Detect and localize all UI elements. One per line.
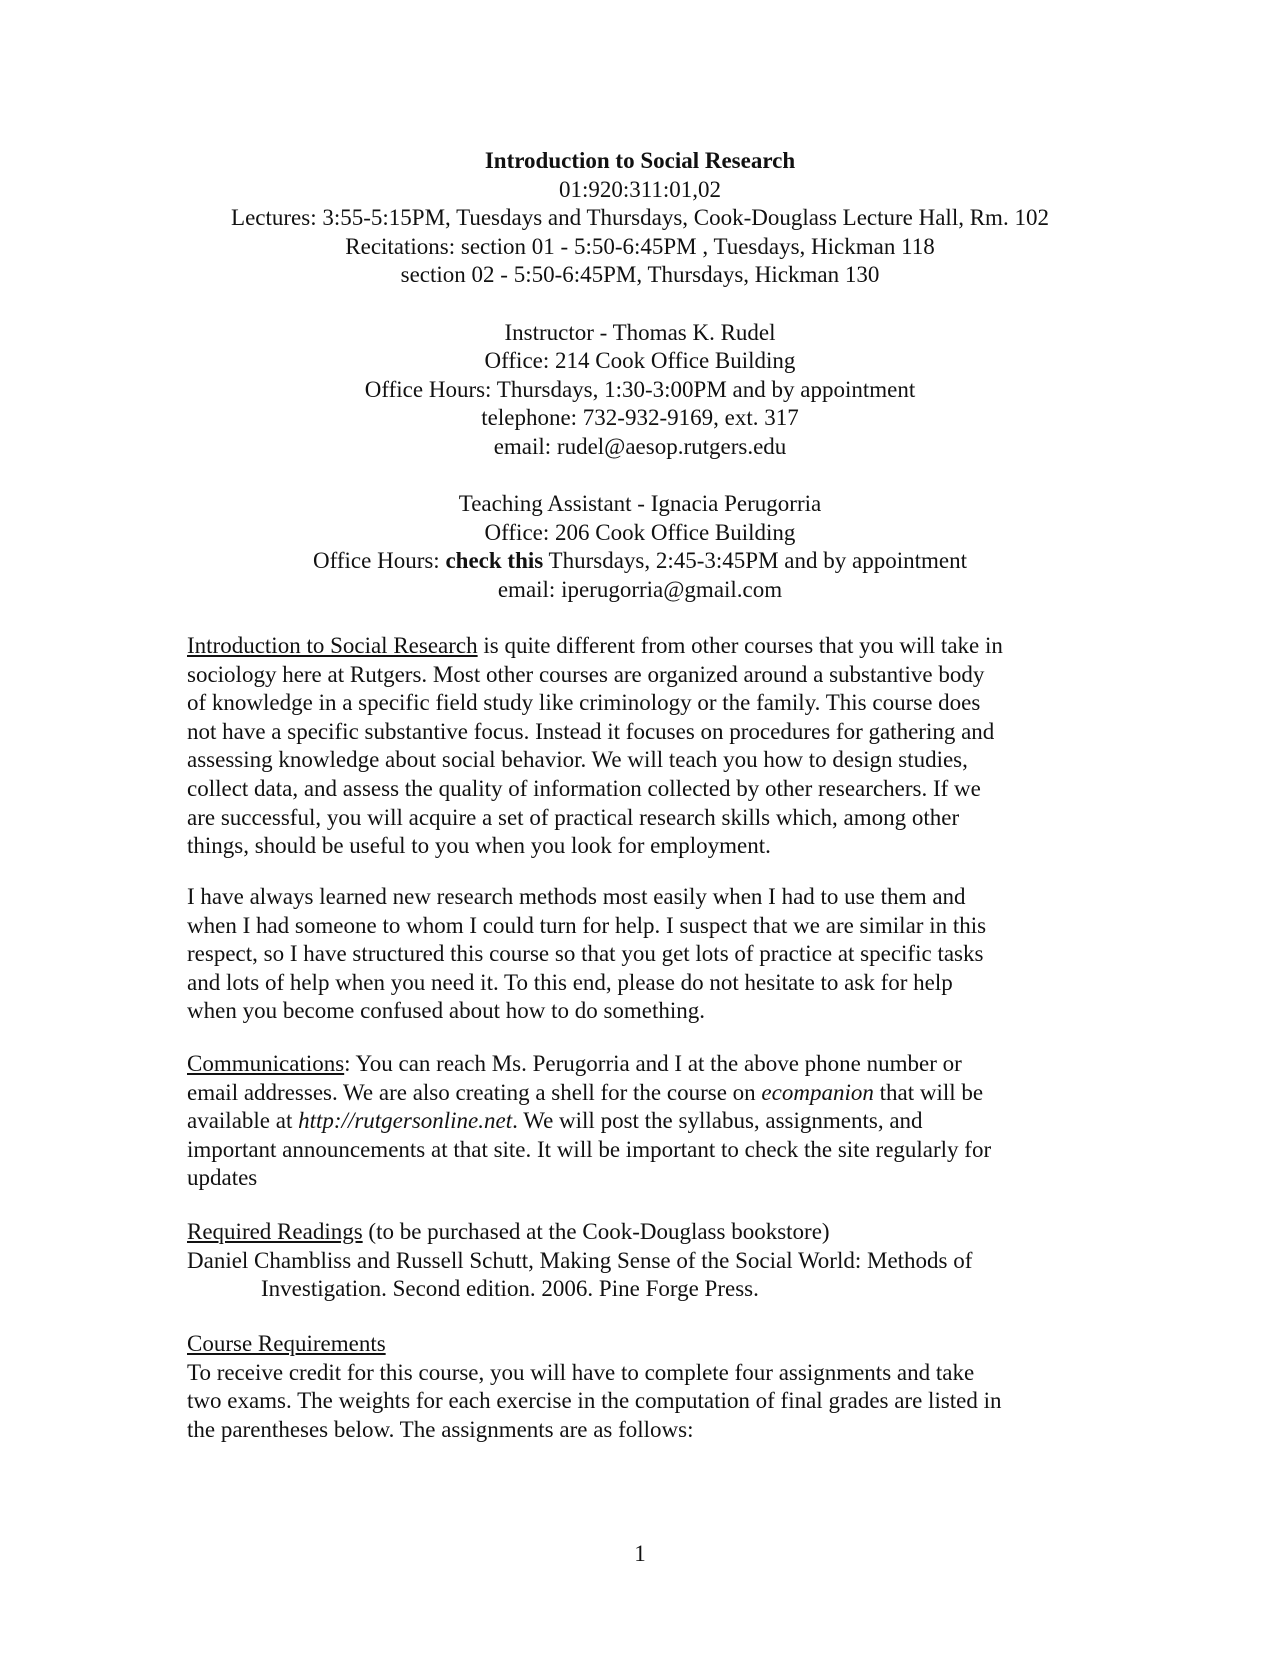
readings-heading: Required Readings — [187, 1219, 363, 1244]
intro-line: not have a specific substantive focus. Instead it focuses on procedures for gathering and — [187, 718, 995, 744]
course-code: 01:920:311:01,02 — [558, 176, 722, 202]
ecompanion-text: ecompanion — [761, 1079, 874, 1105]
communications-line: . We will post the syllabus, assignments, and — [512, 1108, 923, 1134]
communications-heading: Communications — [187, 1051, 345, 1076]
learning-line: and lots of help when you need it. To this end, please do not hesitate to ask for help — [187, 969, 953, 995]
intro-line: collect data, and assess the quality of information collected by other researchers. If we — [187, 775, 981, 801]
learning-paragraph — [187, 883, 1087, 1026]
learning-line: when I had someone to whom I could turn for help. I suspect that we are similar in this — [187, 912, 987, 938]
ta-office: Office: 206 Cook Office Building — [484, 519, 796, 545]
readings-note: (to be purchased at the Cook-Douglass bookstore) — [362, 1219, 830, 1244]
requirements-heading: Course Requirements — [187, 1331, 386, 1356]
course-site-link[interactable]: http://rutgersonline.net — [298, 1108, 513, 1134]
section-2-schedule: section 02 - 5:50-6:45PM, Thursdays, Hickman 130 — [400, 262, 880, 288]
ta-name: Teaching Assistant - Ignacia Perugorria — [458, 491, 822, 517]
intro-line: assessing knowledge about social behavior. We will teach you how to design studies, — [187, 747, 968, 773]
ta-hours-time: Thursdays, 2:45-3:45PM and by appointment — [543, 548, 967, 574]
intro-line: are successful, you will acquire a set of practical research skills which, among other — [187, 804, 960, 830]
communications-line: available at — [187, 1108, 299, 1134]
instructor-name: Instructor - Thomas K. Rudel — [504, 319, 776, 345]
communications-line: email addresses. We are also creating a shell for the course on — [187, 1079, 762, 1105]
learning-line: when you become confused about how to do something. — [187, 998, 706, 1024]
instructor-email: email: rudel@aesop.rutgers.edu — [493, 433, 787, 459]
requirements-line: two exams. The weights for each exercise in the computation of final grades are listed in — [187, 1388, 1002, 1414]
instructor-office: Office: 214 Cook Office Building — [484, 348, 796, 374]
book-citation-cont: Investigation. Second edition. 2006. Pine Forge Press. — [261, 1276, 759, 1302]
ta-email: email: iperugorria@gmail.com — [497, 576, 783, 602]
page-number: 1 — [634, 1541, 646, 1566]
course-title: Introduction to Social Research — [484, 148, 796, 173]
course-name-underlined: Introduction to Social Research — [187, 633, 478, 658]
ta-hours-note: check this — [445, 548, 544, 574]
recitation-schedule: Recitations: section 01 - 5:50-6:45PM , Tuesdays, Hickman 118 — [345, 233, 935, 259]
instructor-hours: Office Hours: Thursdays, 1:30-3:00PM and by appointment — [364, 376, 916, 402]
learning-line: respect, so I have structured this course so that you get lots of practice at specific tasks — [187, 941, 984, 967]
intro-line: things, should be useful to you when you look for employment. — [187, 833, 771, 859]
ta-hours — [0, 547, 1280, 576]
ta-hours-label: Office Hours: — [313, 548, 446, 574]
learning-line: I have always learned new research methods most easily when I had to use them and — [187, 884, 966, 909]
communications-line: important announcements at that site. It will be important to check the site regularly for — [187, 1136, 992, 1162]
book-citation: Daniel Chambliss and Russell Schutt, Making Sense of the Social World: Methods of — [187, 1247, 973, 1273]
intro-line: is quite different from other courses that you will take in — [477, 633, 1003, 658]
lecture-schedule: Lectures: 3:55-5:15PM, Tuesdays and Thursdays, Cook-Douglass Lecture Hall, Rm. 102 — [231, 205, 1049, 231]
communications-line: that will be — [873, 1079, 984, 1105]
readings-section — [187, 1218, 1087, 1304]
requirements-line: the parentheses below. The assignments are as follows: — [187, 1416, 694, 1442]
intro-line: sociology here at Rutgers. Most other courses are organized around a substantive body — [187, 661, 985, 687]
requirements-section — [187, 1330, 1087, 1444]
communications-line: : You can reach Ms. Perugorria and I at the above phone number or — [344, 1051, 962, 1076]
intro-line: of knowledge in a specific field study like criminology or the family. This course does — [187, 690, 981, 716]
intro-paragraph — [187, 632, 1087, 861]
communications-paragraph — [187, 1050, 1087, 1193]
instructor-telephone: telephone: 732-932-9169, ext. 317 — [481, 405, 799, 431]
requirements-line: To receive credit for this course, you will have to complete four assignments and take — [187, 1359, 975, 1385]
course-header — [0, 147, 1280, 605]
communications-line: updates — [187, 1165, 258, 1191]
